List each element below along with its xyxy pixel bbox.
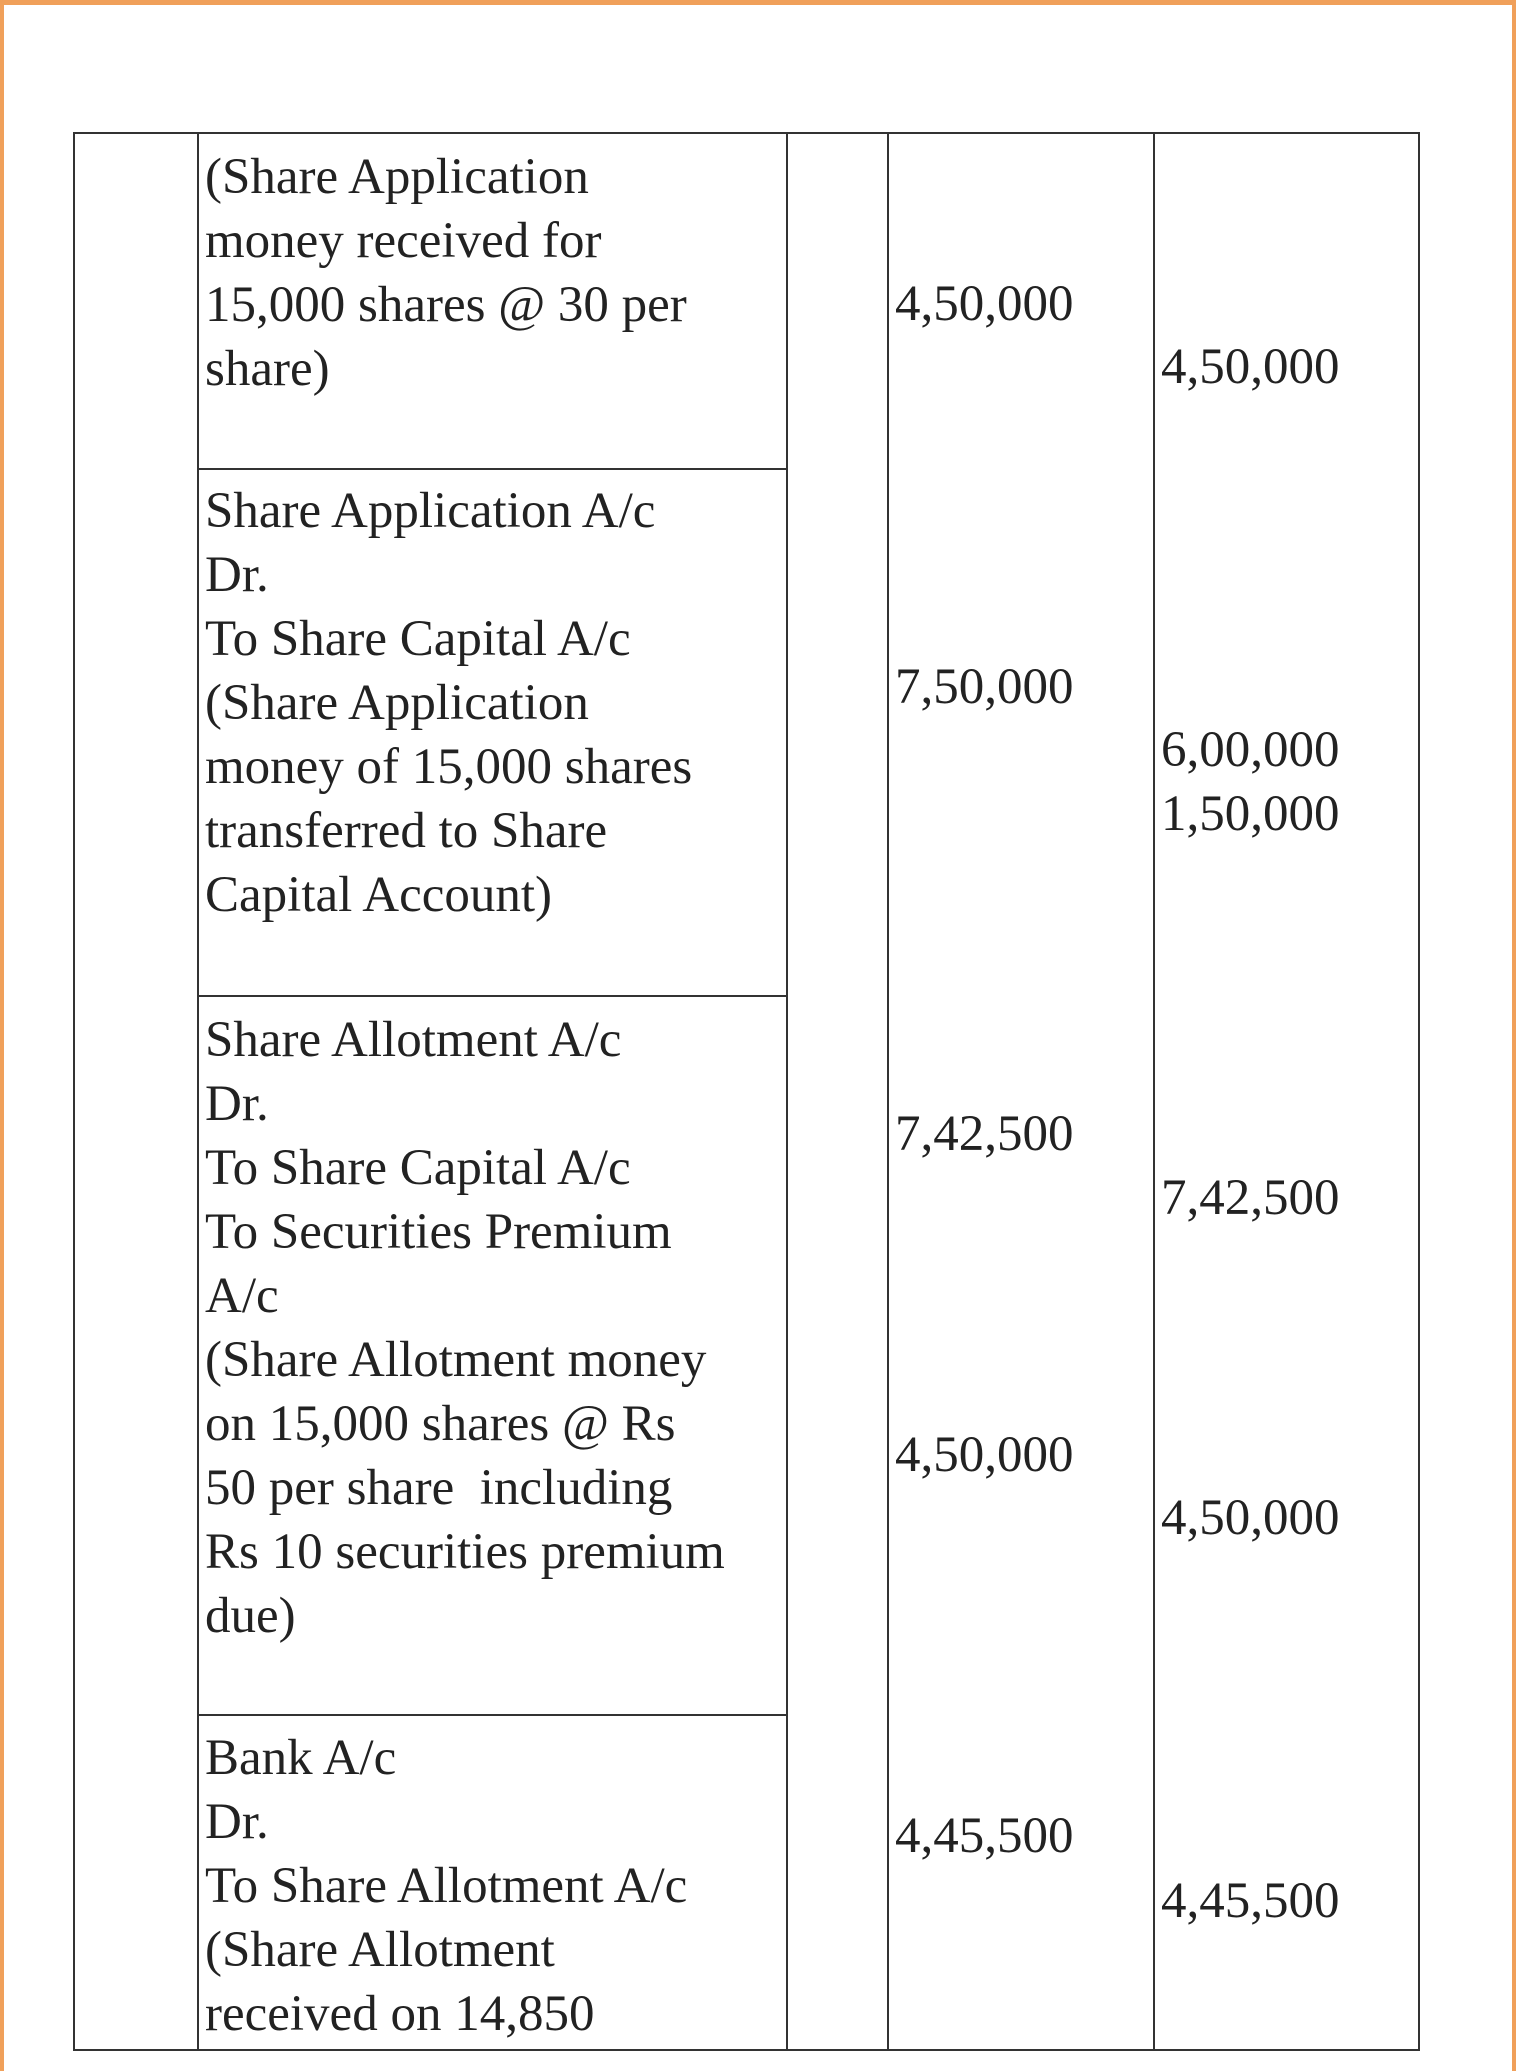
particulars-line: received on 14,850	[205, 1986, 595, 2042]
particulars-line: due)	[205, 1588, 296, 1644]
table-bottom-border	[73, 2049, 1420, 2051]
particulars-line: on 15,000 shares @ Rs	[205, 1396, 676, 1452]
column-divider	[1418, 132, 1420, 2051]
particulars-line: money of 15,000 shares	[205, 739, 693, 795]
column-divider	[197, 132, 199, 2051]
particulars-line: (Share Allotment money	[205, 1332, 707, 1388]
particulars-line: To Share Capital A/c	[205, 611, 631, 667]
debit-amount: 4,50,000	[895, 276, 1074, 332]
particulars-line: Dr.	[205, 1794, 269, 1850]
particulars-line: Dr.	[205, 547, 269, 603]
particulars-line: Share Application A/c	[205, 483, 656, 539]
debit-amount: 4,45,500	[895, 1808, 1074, 1864]
credit-amount: 7,42,500	[1161, 1170, 1340, 1226]
particulars-line: share)	[205, 341, 330, 397]
particulars-line: To Share Allotment A/c	[205, 1858, 688, 1914]
particulars-line: Dr.	[205, 1076, 269, 1132]
debit-amount: 7,50,000	[895, 659, 1074, 715]
credit-amount: 1,50,000	[1161, 786, 1340, 842]
column-divider	[73, 132, 75, 2051]
particulars-line: To Securities Premium	[205, 1204, 672, 1260]
particulars-line: Bank A/c	[205, 1730, 397, 1786]
row-divider	[197, 468, 788, 470]
credit-amount: 4,45,500	[1161, 1873, 1340, 1929]
particulars-line: 15,000 shares @ 30 per	[205, 277, 687, 333]
particulars-line: (Share Application	[205, 149, 589, 205]
particulars-line: Capital Account)	[205, 867, 552, 923]
particulars-line: A/c	[205, 1268, 279, 1324]
debit-amount: 7,42,500	[895, 1106, 1074, 1162]
particulars-line: Rs 10 securities premium	[205, 1524, 725, 1580]
debit-amount: 4,50,000	[895, 1427, 1074, 1483]
credit-amount: 6,00,000	[1161, 722, 1340, 778]
column-divider	[1153, 132, 1155, 2051]
particulars-line: Share Allotment A/c	[205, 1012, 622, 1068]
column-divider	[786, 132, 788, 2051]
row-divider	[197, 995, 788, 997]
particulars-line: money received for	[205, 213, 602, 269]
row-divider	[197, 1714, 788, 1716]
particulars-line: To Share Capital A/c	[205, 1140, 631, 1196]
particulars-line: (Share Allotment	[205, 1922, 555, 1978]
column-divider	[887, 132, 889, 2051]
particulars-line: (Share Application	[205, 675, 589, 731]
particulars-line: 50 per share including	[205, 1460, 673, 1516]
credit-amount: 4,50,000	[1161, 339, 1340, 395]
particulars-line: transferred to Share	[205, 803, 608, 859]
table-top-border	[73, 132, 1420, 134]
credit-amount: 4,50,000	[1161, 1490, 1340, 1546]
